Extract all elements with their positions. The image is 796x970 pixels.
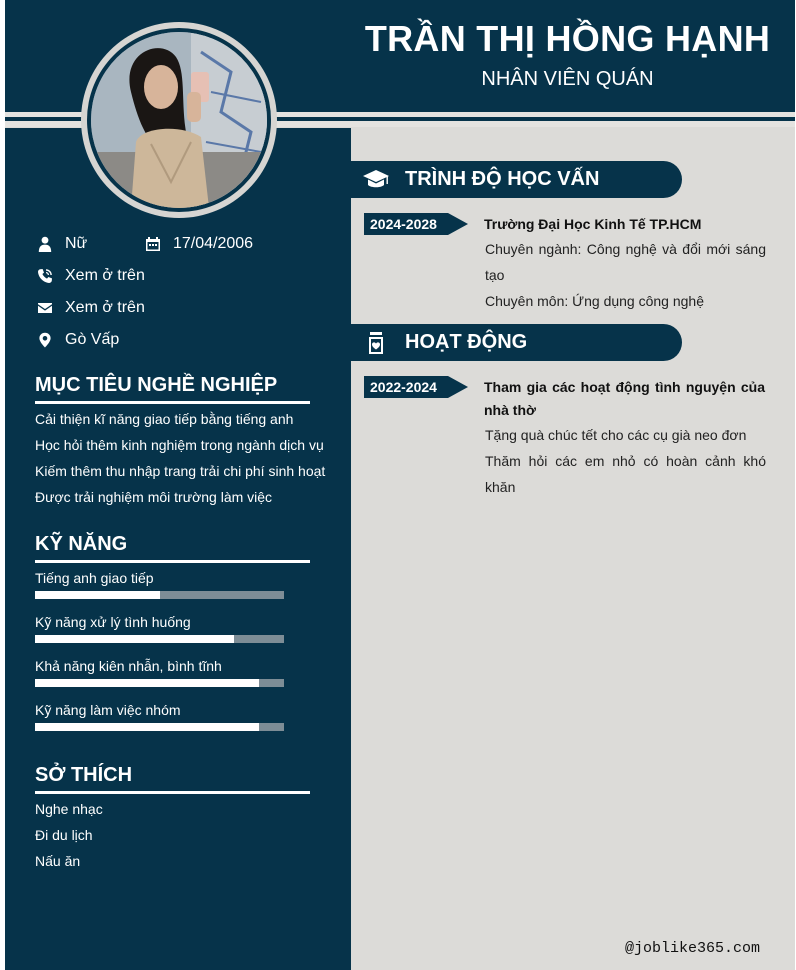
- activities-period: 2022-2024: [370, 379, 437, 395]
- location-pin-icon: [35, 330, 55, 350]
- skills-title: KỸ NĂNG: [35, 533, 310, 563]
- avatar: [91, 32, 267, 208]
- calendar-icon: [143, 234, 163, 254]
- education-title: TRÌNH ĐỘ HỌC VẤN: [405, 168, 600, 190]
- education-school: Trường Đại Học Kinh Tế TP.HCM: [484, 216, 702, 232]
- envelope-icon: [35, 298, 55, 318]
- heart-jar-icon: [361, 328, 391, 358]
- activities-header: [351, 324, 682, 361]
- contact-address: [35, 330, 119, 350]
- candidate-name: TRẦN THỊ HỒNG HẠNH: [364, 18, 771, 59]
- education-major: Chuyên ngành: Công nghệ và đổi mới sáng tạo: [485, 241, 766, 283]
- objective-item: Kiếm thêm thu nhập trang trải chi phí sinh hoạt: [35, 463, 326, 479]
- activities-period-tag: [364, 376, 468, 398]
- skill-bar-fill: [35, 591, 160, 599]
- objective-item: Học hỏi thêm kinh nghiệm trong ngành dịch vụ: [35, 437, 324, 453]
- skill-bar: [35, 591, 284, 599]
- skill-label: Tiếng anh giao tiếp: [35, 570, 154, 586]
- sidebar: [5, 128, 351, 970]
- contact-phone: [35, 266, 145, 286]
- skill-label: Khả năng kiên nhẫn, bình tĩnh: [35, 658, 222, 674]
- hobbies-title: SỞ THÍCH: [35, 764, 310, 794]
- graduation-cap-icon: [361, 165, 391, 195]
- job-title: NHÂN VIÊN QUÁN: [481, 68, 654, 90]
- skill-bar: [35, 723, 284, 731]
- skill-bar: [35, 679, 284, 687]
- objective-item: Cải thiện kĩ năng giao tiếp bằng tiếng anh: [35, 411, 294, 427]
- skill-label: Kỹ năng làm việc nhóm: [35, 702, 181, 718]
- skill-label: Kỹ năng xử lý tình huống: [35, 614, 191, 630]
- address-value: Gò Vấp: [65, 331, 120, 348]
- activity-name: Tham gia các hoạt động tình nguyện của nhà thờ: [484, 379, 765, 418]
- person-icon: [35, 234, 55, 254]
- skill-bar-fill: [35, 635, 234, 643]
- activities-title: HOẠT ĐỘNG: [405, 331, 528, 353]
- activity-detail: Tặng quà chúc tết cho các cụ già neo đơn: [485, 427, 747, 443]
- phone-value: Xem ở trên: [65, 267, 145, 284]
- hobby-item: Đi du lịch: [35, 827, 93, 843]
- email-value: Xem ở trên: [65, 299, 145, 316]
- contact-gender: [35, 234, 87, 254]
- skill-bar-fill: [35, 679, 259, 687]
- gender-value: Nữ: [65, 235, 88, 252]
- watermark: @joblike365.com: [625, 940, 761, 957]
- cv-page: [5, 0, 795, 970]
- education-period: 2024-2028: [370, 216, 437, 232]
- education-period-tag: [364, 213, 468, 235]
- contact-birthdate: [143, 234, 253, 254]
- skill-bar-fill: [35, 723, 259, 731]
- hobby-item: Nấu ăn: [35, 853, 81, 869]
- phone-icon: [35, 266, 55, 286]
- objective-title: MỤC TIÊU NGHỀ NGHIỆP: [35, 374, 310, 404]
- education-header: [351, 161, 682, 198]
- objective-item: Được trải nghiệm môi trường làm việc: [35, 489, 273, 505]
- activity-detail: Thăm hỏi các em nhỏ có hoàn cảnh khó khăn: [485, 453, 766, 495]
- birthdate-value: 17/04/2006: [173, 235, 254, 252]
- contact-email: [35, 298, 145, 318]
- skill-bar: [35, 635, 284, 643]
- education-specialty: Chuyên môn: Ứng dụng công nghệ: [485, 293, 705, 309]
- hobby-item: Nghe nhạc: [35, 801, 103, 817]
